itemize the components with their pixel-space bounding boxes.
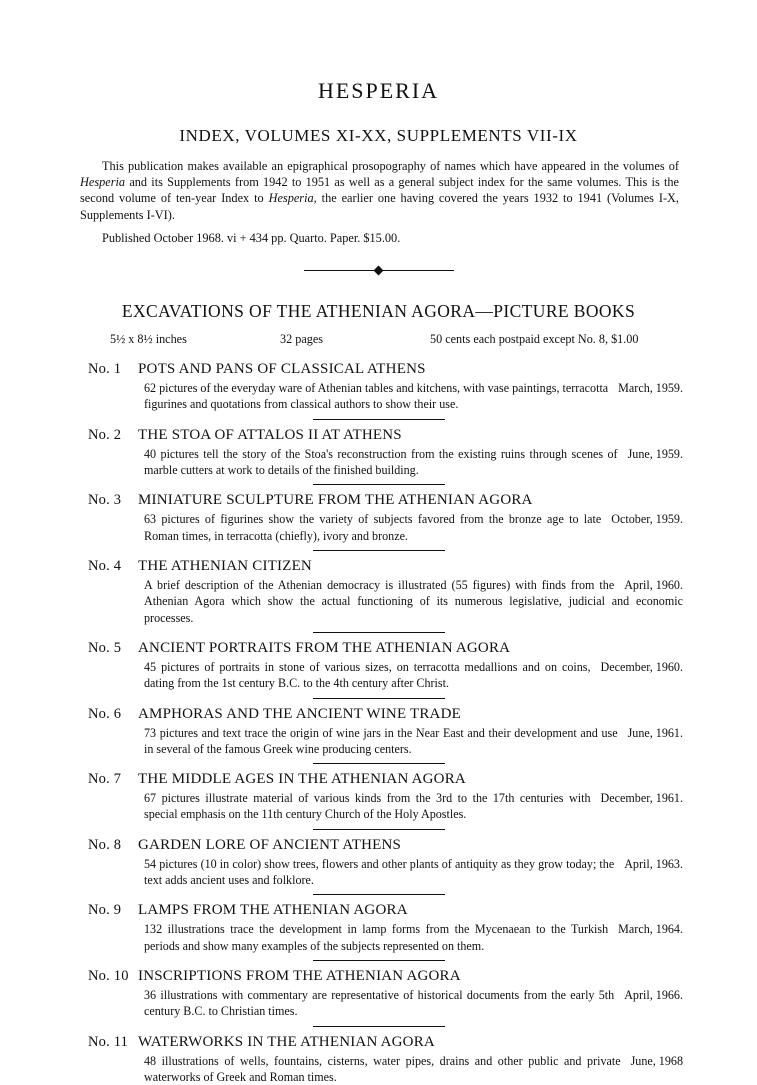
entry-divider [313,763,445,764]
entry-body-text: A brief description of the Athenian democracy is illustrated (55 figures) with finds from the Athenian Agora which show the actual functioning of its numerous legislative, judicial and economic processes. [144,577,683,625]
section-price: 50 cents each postpaid except No. 8, $1.00 [430,332,639,347]
publication-info [80,230,679,246]
entry-description [144,511,683,544]
entry-number: No. 4 [88,557,122,574]
entry-date: June, 1961. [627,725,683,740]
entry-title: ANCIENT PORTRAITS FROM THE ATHENIAN AGORA [138,639,511,656]
entry-heading [66,1034,691,1051]
page-title: HESPERIA [317,78,440,103]
entry-divider [313,1026,445,1027]
entry-heading [66,706,691,723]
entry-number: No. 5 [88,639,122,656]
entry-divider [313,698,445,699]
divider-ornament-icon [304,266,454,275]
entry-body-text: 132 illustrations trace the development in lamp forms from the Mycenaean to the Turkish periods and show many examples of the subjects represented on them. [144,922,609,953]
entry-body-text: 54 pictures (10 in color) show trees, flowers and other plants of antiquity as they grow today; the text adds ancient uses and folklore. [144,856,615,888]
entry-heading [66,968,691,985]
entry-body-text: 45 pictures of portraits in stone of various sizes, on terracotta medallions and on coins, dating from the 1st century B.C. to the 4th century after Christ. [144,659,591,691]
entry-body-text: 48 illustrations of wells, fountains, cisterns, water pipes, drains and other public and private waterworks of Greek and Roman times. [144,1053,621,1084]
entry-heading [66,771,691,788]
entry-date: March, 1964. [618,922,683,937]
entry-title: MINIATURE SCULPTURE FROM THE ATHENIAN AGORA [138,492,533,509]
entry-number: No. 2 [88,426,122,443]
entry-heading [66,837,691,854]
entry-number: No. 11 [88,1033,129,1050]
entry-body-text: 62 pictures of the everyday ware of Athenian tables and kitchens, with vase paintings, terracotta figurines and quotations from classical authors to show their use. [144,381,609,412]
entry-date: December, 1961. [600,791,683,806]
entry-description [144,987,683,1020]
blurb-italic-1: Hesperia [80,175,126,190]
entry-divider [313,829,445,830]
entry-heading [66,902,691,919]
entry-number: No. 6 [88,705,122,722]
list-item [66,427,691,486]
list-item [66,492,691,551]
entry-date: April, 1963. [624,856,683,871]
entry-heading [66,558,691,575]
entry-title: AMPHORAS AND THE ANCIENT WINE TRADE [138,705,461,722]
ornament-diamond [373,266,383,276]
entry-description [144,921,683,954]
entry-date: March, 1959. [618,381,683,396]
entry-title: INSCRIPTIONS FROM THE ATHENIAN AGORA [138,968,461,985]
list-item [66,968,691,1027]
entry-date: April, 1960. [624,577,683,592]
entry-description [144,856,683,889]
section-meta [66,332,691,347]
entry-number: No. 8 [88,836,122,853]
section-title: EXCAVATIONS OF THE ATHENIAN AGORA—PICTURE BOOKS [121,301,636,322]
list-item [66,361,691,420]
entry-description [144,446,683,479]
page-subtitle: INDEX, VOLUMES XI-XX, SUPPLEMENTS VII-IX [179,126,578,145]
entry-heading [66,640,691,657]
entry-title: LAMPS FROM THE ATHENIAN AGORA [138,902,408,919]
entry-number: No. 7 [88,771,122,788]
list-item [66,706,691,765]
entry-list [66,361,691,1085]
entry-title: POTS AND PANS OF CLASSICAL ATHENS [138,361,426,378]
entry-description [144,577,683,626]
entry-body-text: 63 pictures of figurines show the variety of subjects favored from the bronze age to late Roman times, in terracotta (chiefly), ivory and bronze. [144,512,602,543]
entry-heading [66,492,691,509]
list-item [66,837,691,896]
publication-blurb [80,158,679,223]
entry-title: WATERWORKS IN THE ATHENIAN AGORA [138,1033,435,1050]
entry-body-text: 36 illustrations with commentary are representative of historical documents from the early 5th century B.C. to Christian times. [144,988,615,1019]
entry-title: THE MIDDLE AGES IN THE ATHENIAN AGORA [138,771,466,788]
entry-number: No. 9 [88,902,122,919]
list-item [66,640,691,699]
entry-description [144,725,683,758]
entry-title: THE STOA OF ATTALOS II AT ATHENS [138,426,402,443]
entry-description [144,659,683,692]
list-item [66,558,691,633]
entry-date: October, 1959. [611,512,683,527]
list-item [66,771,691,830]
blurb-text-2: and its Supplements from 1942 to 1951 as well as a general subject index for the same volumes. This is the second volume of ten-year Index to [80,175,679,206]
entry-divider [313,484,445,485]
entry-description [144,1053,683,1085]
blurb-text-1: This publication makes available an epigraphical prosopography of names which have appeared in the volumes of [102,159,679,173]
entry-body-text: 40 pictures tell the story of the Stoa's reconstruction from the existing ruins through scenes of marble cutters at work to details of the finished building. [144,446,618,478]
entry-title: GARDEN LORE OF ANCIENT ATHENS [138,836,402,853]
list-item [66,902,691,961]
entry-heading [66,427,691,444]
entry-divider [313,419,445,420]
entry-divider [313,894,445,895]
entry-number: No. 3 [88,492,122,509]
blurb-text-3: , the earlier one having covered the years 1932 to 1941 (Volumes I-X, Supplements I-VI). [80,191,679,222]
section-size: 5½ x 8½ inches [110,332,187,347]
entry-divider [313,550,445,551]
entry-number: No. 1 [88,361,122,378]
publication-info-text: Published October 1968. vi + 434 pp. Quarto. Paper. $15.00. [102,230,401,245]
blurb-italic-2: Hesperia [268,191,314,206]
list-item [66,1034,691,1085]
entry-date: December, 1960. [600,659,683,674]
entry-title: THE ATHENIAN CITIZEN [138,557,312,574]
entry-divider [313,632,445,633]
entry-divider [313,960,445,961]
entry-number: No. 10 [88,968,129,985]
entry-date: April, 1966. [624,988,683,1003]
entry-heading [66,361,691,378]
entry-date: June, 1959. [627,446,683,461]
section-pages: 32 pages [280,332,323,347]
entry-body-text: 73 pictures and text trace the origin of wine jars in the Near East and their development and use in several of the famous Greek wine producing centers. [144,725,618,756]
entry-date: June, 1968 [630,1053,683,1068]
entry-description [144,790,683,823]
entry-description [144,380,683,413]
entry-body-text: 67 pictures illustrate material of various kinds from the 3rd to the 17th centuries with special emphasis on the 11th century Church of the Holy Apostles. [144,791,591,822]
